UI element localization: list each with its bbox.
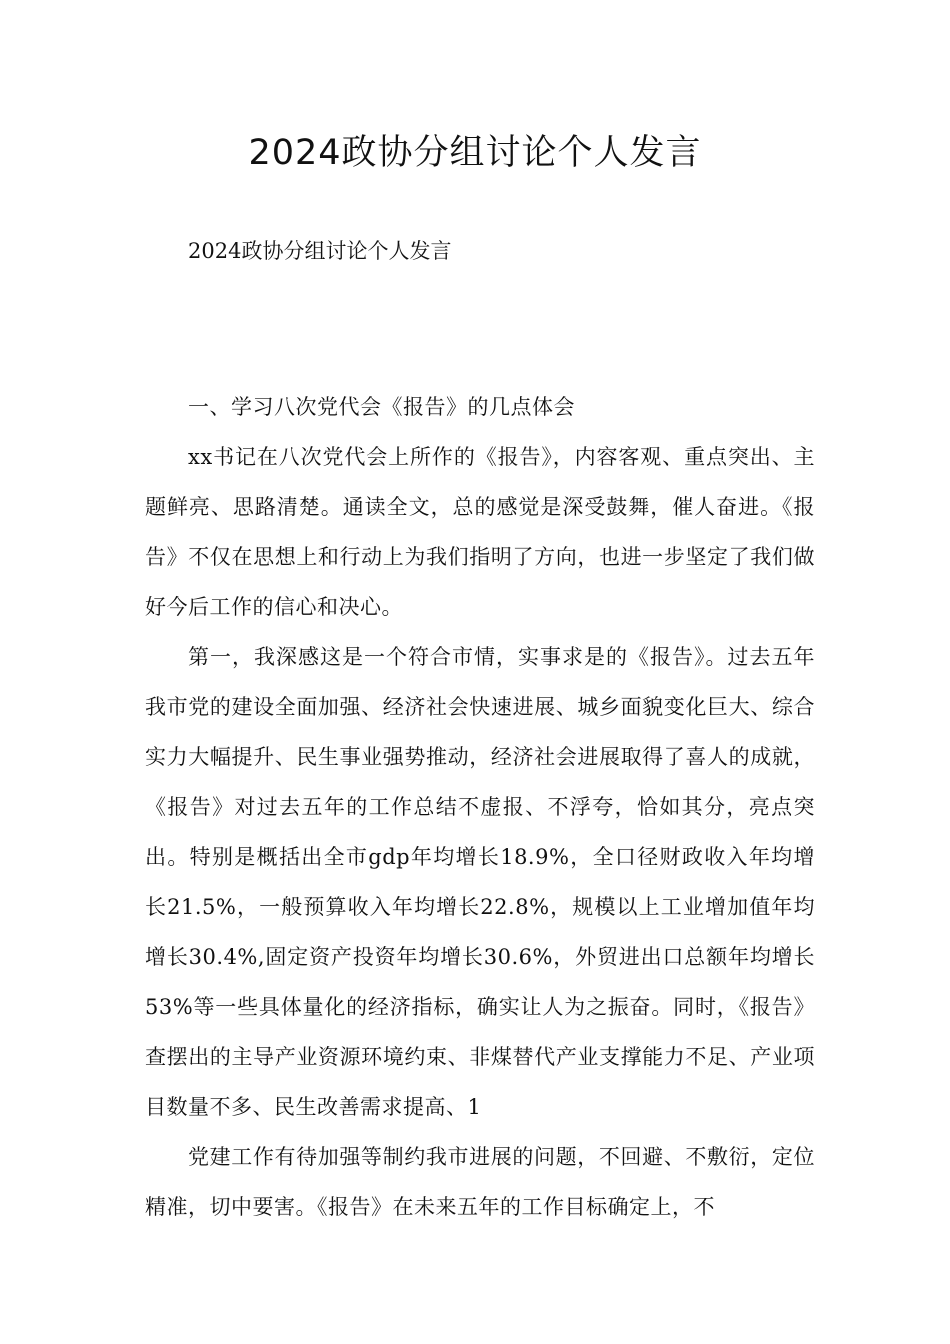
section-heading: 一、学习八次党代会《报告》的几点体会 [188, 395, 575, 419]
paragraph: 第一，我深感这是一个符合市情，实事求是的《报告》。过去五年我市党的建设全面加强、经济社会快速进展、城乡面貌变化巨大、综合实力大幅提升、民生事业强势推动，经济社会进展取得了喜人的成就，《报告》对过去五年的工作总结不虚报、不浮夸，恰如其分，亮点突出。特别是概括出全市gdp年均增长18.9%，全口径财政收入年均增长21.5%，一般预算收入年均增长22.8%，规模以上工业增加值年均增长30.4%,固定资产投资年均增长30.6%，外贸进出口总额年均增长53%等一些具体量化的经济指标，确实让人为之振奋。同时，《报告》查摆出的主导产业资源环境约束、非煤替代产业支撑能力不足、产业项目数量不多、民生改善需求提高、1 [145, 645, 815, 1119]
document-title: 2024政协分组讨论个人发言 [248, 133, 702, 173]
paragraph: xx书记在八次党代会上所作的《报告》，内容客观、重点突出、主题鲜亮、思路清楚。通读全文，总的感觉是深受鼓舞，催人奋进。《报告》不仅在思想上和行动上为我们指明了方向，也进一步坚定了我们做好今后工作的信心和决心。 [145, 445, 815, 619]
document-body [145, 382, 815, 1232]
paragraph: 党建工作有待加强等制约我市进展的问题，不回避、不敷衍，定位精准，切中要害。《报告》在未来五年的工作目标确定上，不 [145, 1145, 815, 1219]
document-subtitle: 2024政协分组讨论个人发言 [188, 239, 452, 263]
